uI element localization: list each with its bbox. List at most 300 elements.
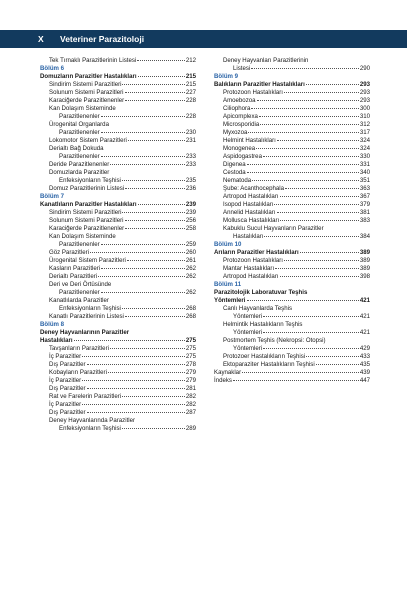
toc-page-number: 383: [359, 217, 370, 224]
toc-entry-text: Bölüm 7: [40, 193, 65, 200]
dot-leader: [82, 356, 185, 357]
toc-chapter-title: [40, 73, 196, 81]
toc-entry-text: Ürogenital Organlarda: [49, 121, 109, 128]
toc-entry: [214, 113, 370, 121]
toc-page-number: 235: [185, 177, 196, 184]
toc-page-number: 236: [185, 185, 196, 192]
toc-page-number: 429: [359, 345, 370, 352]
dot-leader: [263, 348, 359, 349]
toc-entry-text: Deney Hayvanlarının Parazitler: [40, 329, 130, 336]
dot-leader: [98, 276, 185, 277]
dot-leader: [257, 100, 359, 101]
toc-entry-text: Parazitlenenler: [59, 241, 100, 248]
toc-entry-text: Solunum Sistemi Parazitleri: [49, 89, 124, 96]
toc-page-number: 435: [359, 361, 370, 368]
toc-entry: [214, 377, 370, 385]
dot-leader: [87, 388, 185, 389]
dot-leader: [263, 316, 359, 317]
toc-entry-text: Ürogenital Sistem Parazitleri: [49, 257, 126, 264]
toc-section-heading: [214, 281, 370, 289]
toc-entry-text: Kan Dolaşım Sisteminde: [49, 233, 116, 240]
dot-leader: [82, 404, 185, 405]
toc-entry: [214, 233, 370, 241]
toc-section-heading: [40, 193, 196, 201]
toc-page-number: 293: [359, 89, 370, 96]
dot-leader: [87, 364, 185, 365]
toc-entry: [214, 121, 370, 129]
toc-page-number: 215: [185, 73, 196, 80]
toc-entry-text: Enfeksiyonların Teşhisi: [59, 425, 121, 432]
toc-entry-text: Dış Parazitler: [49, 385, 86, 392]
toc-entry-text: Kaynaklar: [214, 369, 242, 376]
toc-entry: [40, 105, 196, 113]
toc-entry: [214, 361, 370, 369]
toc-right-column: [214, 57, 370, 433]
toc-entry: [40, 289, 196, 297]
toc-entry-text: Enfeksiyonların Teşhisi: [59, 305, 121, 312]
dot-leader: [247, 172, 359, 173]
dot-leader: [274, 204, 358, 205]
toc-page-number: 282: [185, 393, 196, 400]
dot-leader: [125, 188, 185, 189]
toc-entry-text: Kanatlıların Parazitler Hastalıkları: [40, 201, 137, 208]
toc-chapter-title: [214, 81, 370, 89]
toc-page-number: 310: [359, 113, 370, 120]
toc-page-number: 259: [185, 241, 196, 248]
toc-entry: [40, 249, 196, 257]
toc-entry-text: Parazitlenenler: [59, 113, 100, 120]
dot-leader: [280, 276, 359, 277]
dot-leader: [101, 132, 185, 133]
toc-page-number: 340: [359, 169, 370, 176]
toc-entry-text: Yöntemleri: [233, 329, 263, 336]
toc-page-number: 262: [185, 289, 196, 296]
toc-page-number: 351: [359, 177, 370, 184]
toc-entry-text: Sindirim Sistemi Parazitleri: [49, 81, 122, 88]
toc-entry-text: İç Parazitler: [49, 377, 82, 384]
toc-page-number: 312: [359, 121, 370, 128]
dot-leader: [306, 84, 359, 85]
toc-page-number: 268: [185, 313, 196, 320]
dot-leader: [128, 140, 185, 141]
toc-page-number: 279: [185, 377, 196, 384]
toc-entry: [40, 185, 196, 193]
toc-entry: [40, 297, 196, 305]
toc-entry: [214, 89, 370, 97]
toc-page-number: 421: [359, 297, 370, 304]
dot-leader: [122, 84, 184, 85]
toc-entry-text: Myxozoa: [223, 129, 248, 136]
toc-page-number: 289: [185, 425, 196, 432]
toc-page-number: 239: [185, 209, 196, 216]
toc-entry: [40, 401, 196, 409]
dot-leader: [247, 300, 359, 301]
toc-entry: [214, 65, 370, 73]
toc-entry: [40, 305, 196, 313]
toc-entry-text: Hastalıkları: [40, 337, 73, 344]
dot-leader: [251, 108, 358, 109]
toc-page-number: 300: [359, 105, 370, 112]
toc-page-number: 367: [359, 193, 370, 200]
dot-leader: [285, 188, 359, 189]
dot-leader: [101, 268, 185, 269]
toc-entry: [214, 305, 370, 313]
toc-entry-text: Balıkların Parazitler Hastalıkları: [214, 81, 305, 88]
toc-entry-text: Helmintik Hastalıkların Teşhis: [223, 321, 303, 328]
toc-entry: [214, 225, 370, 233]
dot-leader: [101, 156, 185, 157]
dot-leader: [82, 380, 185, 381]
toc-entry-text: Ektoparaziter Hastalıkların Teşhisi: [223, 361, 315, 368]
toc-entry-text: Yöntemleri: [233, 313, 263, 320]
dot-leader: [280, 196, 359, 197]
toc-left-column: [40, 57, 196, 433]
dot-leader: [87, 412, 185, 413]
toc-page-number: 293: [359, 81, 370, 88]
toc-entry-text: Tavşanların Parazitleri: [49, 345, 109, 352]
dot-leader: [90, 252, 185, 253]
toc-entry: [214, 105, 370, 113]
dot-leader: [101, 116, 185, 117]
toc-page-number: 275: [185, 337, 196, 344]
toc-entry: [214, 97, 370, 105]
toc-page-number: 384: [359, 233, 370, 240]
dot-leader: [127, 260, 185, 261]
toc-chapter-title: [40, 201, 196, 209]
toc-section-heading: [40, 321, 196, 329]
toc-entry: [214, 177, 370, 185]
toc-page-number: 258: [185, 225, 196, 232]
toc-page-number: 227: [185, 89, 196, 96]
toc-entry: [214, 353, 370, 361]
toc-page-number: 228: [185, 113, 196, 120]
toc-entry: [40, 233, 196, 241]
toc-entry-text: Mollusca Hastalıkları: [223, 217, 280, 224]
toc-page-number: 282: [185, 401, 196, 408]
toc-entry-text: Kabuklu Sucul Hayvanların Parazitler: [223, 225, 324, 232]
toc-entry-text: Karaciğerde Parazitlenenler: [49, 97, 125, 104]
dot-leader: [256, 148, 359, 149]
running-header: [0, 30, 407, 48]
toc-page-number: 262: [185, 273, 196, 280]
toc-entry-text: Domuz Parazitlerinin Listesi: [49, 185, 125, 192]
toc-page-number: 287: [185, 409, 196, 416]
toc-section-heading: [40, 65, 196, 73]
toc-entry: [214, 153, 370, 161]
toc-chapter-title: [214, 289, 370, 297]
toc-entry-text: Enfeksiyonların Teşhisi: [59, 177, 121, 184]
toc-page-number: 389: [359, 257, 370, 264]
toc-entry: [214, 337, 370, 345]
toc-entry-text: Dış Parazitler: [49, 409, 86, 416]
toc-entry: [40, 145, 196, 153]
toc-entry-text: Derialtı Bağ Dokuda: [49, 145, 104, 152]
toc-entry-text: Mantar Hastalıkları: [223, 265, 275, 272]
toc-entry-text: Göz Parazitleri: [49, 249, 89, 256]
toc-entry: [40, 241, 196, 249]
toc-entry: [40, 209, 196, 217]
dot-leader: [108, 372, 185, 373]
dot-leader: [277, 140, 359, 141]
dot-leader: [251, 68, 359, 69]
dot-leader: [252, 180, 359, 181]
toc-chapter-title: [214, 249, 370, 257]
toc-entry: [40, 353, 196, 361]
toc-entry: [40, 225, 196, 233]
toc-entry-text: Deney Hayvanları Parazitlerinin: [223, 57, 309, 64]
toc-entry: [214, 313, 370, 321]
toc-page-number: 421: [359, 329, 370, 336]
dot-leader: [74, 340, 185, 341]
toc-entry: [40, 81, 196, 89]
toc-entry-text: Deri ve Deri Örtüsünde: [49, 281, 112, 288]
toc-entry-text: Digenea: [223, 161, 246, 168]
toc-entry: [40, 417, 196, 425]
dot-leader: [122, 180, 185, 181]
toc-entry: [214, 209, 370, 217]
toc-page-number: 228: [185, 97, 196, 104]
toc-entry: [40, 345, 196, 353]
toc-entry-text: Annelid Hastalıkları: [223, 209, 276, 216]
toc-page-number: 215: [185, 81, 196, 88]
page-number: X: [38, 34, 44, 44]
toc-entry-text: Listesi: [233, 65, 251, 72]
toc-entry-text: Apicomplexa: [223, 113, 258, 120]
toc-entry-text: İç Parazitler: [49, 401, 82, 408]
toc-page-number: 231: [185, 137, 196, 144]
dot-leader: [125, 316, 185, 317]
toc-page-number: 256: [185, 217, 196, 224]
toc-entry: [214, 257, 370, 265]
dot-leader: [316, 364, 359, 365]
toc-entry: [40, 137, 196, 145]
toc-entry-text: Isopod Hastalıkları: [223, 201, 274, 208]
toc-entry: [40, 57, 196, 65]
toc-page-number: 233: [185, 161, 196, 168]
toc-page-number: 389: [359, 265, 370, 272]
toc-entry: [40, 281, 196, 289]
toc-page-number: 317: [359, 129, 370, 136]
dot-leader: [259, 116, 359, 117]
dot-leader: [125, 220, 185, 221]
dot-leader: [101, 292, 185, 293]
dot-leader: [125, 100, 185, 101]
toc-entry: [40, 273, 196, 281]
dot-leader: [242, 372, 359, 373]
dot-leader: [277, 212, 359, 213]
toc-entry-text: Yöntemleri: [214, 297, 246, 304]
toc-entry-text: Parazitlenenler: [59, 129, 100, 136]
toc-entry-text: Yöntemleri: [233, 345, 263, 352]
toc-section-heading: [214, 241, 370, 249]
toc-page-number: 293: [359, 97, 370, 104]
toc-page-number: 330: [359, 153, 370, 160]
toc-entry: [214, 321, 370, 329]
toc-entry-text: Arıların Parazitler Hastalıkları: [214, 249, 299, 256]
toc-entry: [40, 361, 196, 369]
dot-leader: [101, 244, 185, 245]
toc-entry-text: Bölüm 9: [214, 73, 239, 80]
toc-chapter-title: [40, 329, 196, 337]
toc-entry-text: Nematoda: [223, 177, 252, 184]
toc-entry: [40, 369, 196, 377]
toc-entry: [214, 161, 370, 169]
running-title: Veteriner Parazitoloji: [60, 34, 145, 44]
toc-page-number: 331: [359, 161, 370, 168]
toc-page-number: 212: [185, 57, 196, 64]
toc-page-number: 239: [185, 201, 196, 208]
dot-leader: [260, 124, 359, 125]
toc-entry-text: Aspidogastrea: [223, 153, 262, 160]
dot-leader: [138, 76, 185, 77]
toc-page-number: 324: [359, 145, 370, 152]
toc-page-number: 279: [185, 369, 196, 376]
toc-entry-text: Dış Parazitler: [49, 361, 86, 368]
dot-leader: [125, 92, 185, 93]
toc-entry: [40, 89, 196, 97]
dot-leader: [122, 428, 185, 429]
toc-page-number: 275: [185, 353, 196, 360]
toc-entry-text: Artropod Hastalıkları: [223, 273, 279, 280]
toc-entry-text: Bölüm 6: [40, 65, 65, 72]
toc-entry-text: Canlı Hayvanlarda Teşhis: [223, 305, 292, 312]
dot-leader: [110, 164, 185, 165]
top-margin: [0, 0, 407, 30]
toc-entry-text: Domuzlarda Parazitler: [49, 169, 110, 176]
toc-page-number: 268: [185, 305, 196, 312]
toc-page-number: 260: [185, 249, 196, 256]
toc-page-number: 433: [359, 353, 370, 360]
toc-page-number: 389: [359, 249, 370, 256]
toc-entry: [40, 425, 196, 433]
toc-page-number: 379: [359, 201, 370, 208]
toc-section-heading: [214, 73, 370, 81]
toc-entry-text: Protozoer Hastalıkların Teşhisi: [223, 353, 306, 360]
dot-leader: [263, 332, 359, 333]
toc-entry: [40, 217, 196, 225]
toc-entry: [40, 313, 196, 321]
toc-page-number: 447: [359, 377, 370, 384]
toc-page-number: 439: [359, 369, 370, 376]
toc-entry-text: Sindirim Sistemi Parazitleri: [49, 209, 122, 216]
toc-entry-text: Bölüm 11: [214, 281, 242, 288]
toc-entry-text: Şube: Acanthocephala: [223, 185, 284, 192]
dot-leader: [122, 396, 185, 397]
toc-page-number: 324: [359, 137, 370, 144]
toc-entry: [40, 153, 196, 161]
toc-page-number: 381: [359, 209, 370, 216]
toc-entry-text: Artropod Hastalıkları: [223, 193, 279, 200]
dot-leader: [137, 60, 185, 61]
dot-leader: [306, 356, 359, 357]
toc-entry-text: Parazitlenenler: [59, 153, 100, 160]
toc-entry: [40, 393, 196, 401]
toc-entry-text: Amoebozoa: [223, 97, 256, 104]
toc-page-number: 261: [185, 257, 196, 264]
dot-leader: [300, 252, 359, 253]
toc-entry: [40, 113, 196, 121]
toc-entry-text: Postmortem Teşhis (Nekropsi: Otopsi): [223, 337, 326, 344]
toc-entry-text: Domuzların Parazitler Hastalıkları: [40, 73, 137, 80]
toc-page-number: 398: [359, 273, 370, 280]
toc-entry-text: Helmint Hastalıkları: [223, 137, 276, 144]
toc-entry: [40, 257, 196, 265]
toc-entry-text: Protozoon Hastalıkları: [223, 257, 283, 264]
dot-leader: [284, 260, 359, 261]
toc-entry: [214, 201, 370, 209]
toc-entry-text: Ciliophora: [223, 105, 251, 112]
toc-entry: [214, 169, 370, 177]
toc-entry: [214, 345, 370, 353]
dot-leader: [264, 236, 358, 237]
toc-entry-text: Lokomotor Sistem Parazitleri: [49, 137, 127, 144]
toc-entry: [40, 121, 196, 129]
toc-entry-text: Karaciğerde Parazitlenenler: [49, 225, 125, 232]
toc-entry: [214, 369, 370, 377]
dot-leader: [125, 228, 185, 229]
toc-entry-text: Protozoon Hastalıkları: [223, 89, 283, 96]
toc-entry-text: Deney Hayvanlarında Parazitler: [49, 417, 136, 424]
toc-entry: [40, 385, 196, 393]
toc-entry-text: Kanatlı Parazitlerinin Listesi: [49, 313, 124, 320]
toc-entry-text: Derialtı Parazitleri: [49, 273, 98, 280]
toc-page-number: 290: [359, 65, 370, 72]
toc-page-number: 275: [185, 345, 196, 352]
toc-entry: [40, 169, 196, 177]
dot-leader: [122, 308, 185, 309]
toc-entry: [214, 145, 370, 153]
dot-leader: [233, 380, 359, 381]
toc-entry: [214, 329, 370, 337]
toc-entry-text: İndeks: [214, 377, 232, 384]
toc-page-number: 363: [359, 185, 370, 192]
toc-entry-text: Kanatlılarda Parazitler: [49, 297, 109, 304]
toc-page-number: 421: [359, 313, 370, 320]
dot-leader: [275, 268, 359, 269]
dot-leader: [247, 164, 359, 165]
toc-entry-text: Tek Tırnaklı Parazitlerinin Listesi: [49, 57, 137, 64]
dot-leader: [248, 132, 358, 133]
dot-leader: [280, 220, 359, 221]
toc-entry: [40, 97, 196, 105]
toc-entry-text: Deride Parazitlenenler: [49, 161, 110, 168]
dot-leader: [110, 348, 185, 349]
toc-entry-text: Parazitolojik Laboratuvar Teşhis: [214, 289, 308, 296]
toc-entry-text: Cestoda: [223, 169, 246, 176]
toc-entry: [40, 161, 196, 169]
toc-entry: [40, 409, 196, 417]
toc-entry: [214, 217, 370, 225]
table-of-contents: [40, 57, 370, 433]
toc-entry-text: Kasların Parazitleri: [49, 265, 101, 272]
toc-entry-text: Hastalıkları: [233, 233, 264, 240]
toc-entry: [214, 193, 370, 201]
toc-page-number: 233: [185, 153, 196, 160]
toc-entry-text: İç Parazitler: [49, 353, 82, 360]
toc-entry: [40, 265, 196, 273]
toc-page-number: 278: [185, 361, 196, 368]
toc-entry-text: Parazitlenenler: [59, 289, 100, 296]
toc-page-number: 230: [185, 129, 196, 136]
dot-leader: [138, 204, 185, 205]
toc-entry-text: Solunum Sistemi Parazitleri: [49, 217, 124, 224]
toc-page-number: 262: [185, 265, 196, 272]
toc-chapter-title: [40, 337, 196, 345]
toc-entry: [214, 57, 370, 65]
toc-entry-text: Bölüm 10: [214, 241, 242, 248]
toc-chapter-title: [214, 297, 370, 305]
toc-entry-text: Kobayların Parazitleri: [49, 369, 107, 376]
